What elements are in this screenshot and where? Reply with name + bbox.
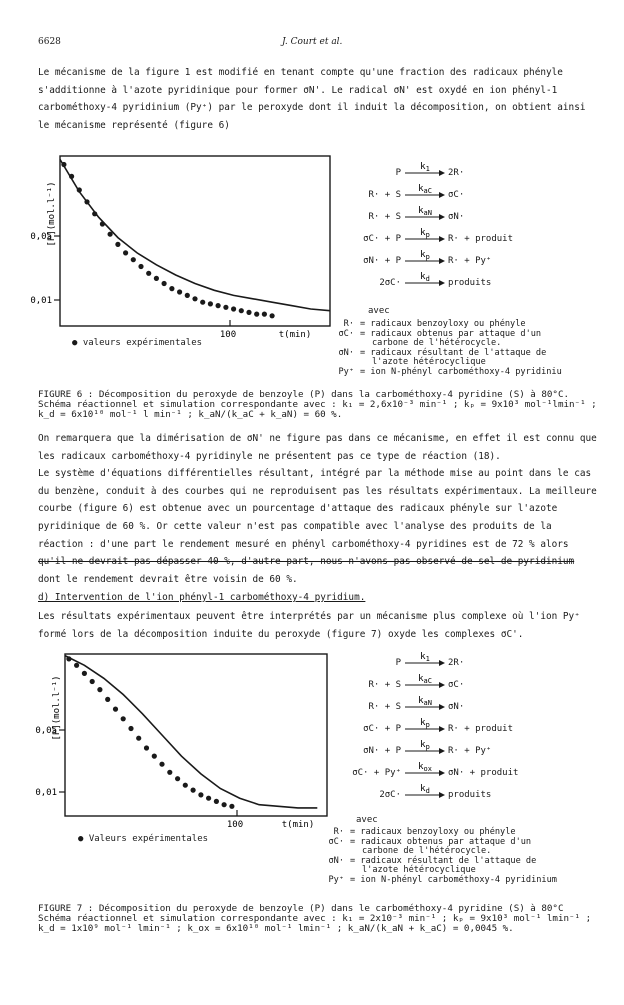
section-heading: d) Intervention de l'ion phényl-1 carbométhoxy-4 pyridium. xyxy=(38,592,366,603)
rate-constant-label: $k_{aN}$ xyxy=(418,206,432,217)
experimental-point xyxy=(105,697,110,702)
simulation-curve xyxy=(60,159,330,310)
rate-constant-label: $k_{aN}$ xyxy=(418,696,432,707)
reaction-products: R· + produit xyxy=(448,724,514,734)
experimental-point xyxy=(61,162,66,167)
experimental-point xyxy=(152,754,157,759)
text-line: Le mécanisme de la figure 1 est modifié en tenant compte qu'une fraction des radicaux phényle xyxy=(38,67,563,78)
experimental-point xyxy=(223,305,228,310)
caption-line: k_d = 6x10¹⁰ mol⁻¹ l min⁻¹ ; k_aN/(k_aC + k_aN) = 60 %. xyxy=(38,409,343,420)
definition-text: carbone de l'hétérocycle. xyxy=(372,338,502,349)
reaction-arrow xyxy=(405,738,445,758)
text-line: qu'il ne devrait pas dépasser 40 %, d'autre part, nous n'avons pas observé de sel de pyridinium xyxy=(38,556,575,568)
experimental-point xyxy=(115,242,120,247)
reaction-reactants: σN· + P xyxy=(363,746,401,756)
definition-text: = ion N-phényl carbométhoxy-4 pyridiniu xyxy=(360,366,562,377)
experimental-point xyxy=(169,286,174,291)
caption-line: FIGURE 6 : Décomposition du peroxyde de benzoyle (P) dans la carbométhoxy-4 pyridine (S) à 80°C. xyxy=(38,389,570,400)
text-line: courbe (figure 6) est obtenue avec un pourcentage d'attaque des radicaux phényle sur l'azote xyxy=(38,503,558,515)
experimental-points-group xyxy=(61,162,274,319)
experimental-point xyxy=(192,296,197,301)
text-line: formé lors de la décomposition induite du peroxyde (figure 7) oxyde les complexes σC'. xyxy=(38,628,524,640)
experimental-point xyxy=(92,211,97,216)
reaction-reactants: R· + S xyxy=(368,212,401,222)
experimental-point xyxy=(121,716,126,721)
rate-constant-label: $k_1$ xyxy=(420,162,430,173)
experimental-point xyxy=(123,250,128,255)
experimental-point xyxy=(191,788,196,793)
definition-symbol: σC· xyxy=(338,328,354,339)
reaction-arrow xyxy=(405,182,445,202)
figure-7-avec: avec xyxy=(356,815,378,825)
definition-text: = radicaux obtenus par attaque d'un xyxy=(360,328,542,339)
experimental-points-group xyxy=(66,656,234,809)
reaction-arrow xyxy=(405,226,445,246)
dot-icon: ● xyxy=(78,834,84,844)
experimental-point xyxy=(231,306,236,311)
definition-text: carbone de l'hétérocycle. xyxy=(362,846,492,857)
experimental-point xyxy=(154,276,159,281)
experimental-point xyxy=(175,776,180,781)
reaction-products: σC· xyxy=(448,680,465,690)
experimental-point xyxy=(177,289,182,294)
dot-icon: ● xyxy=(72,338,78,348)
y-tick-label: 0,01 xyxy=(30,296,52,306)
text-line: Les résultats expérimentaux peuvent être interprétés par un mécanisme plus complexe où l'ion Py⁺ xyxy=(38,611,580,622)
reaction-reactants: σN· + P xyxy=(363,256,401,266)
reaction-products: R· + Py⁺ xyxy=(448,746,492,756)
experimental-point xyxy=(167,770,172,775)
definition-text: = radicaux résultant de l'attaque de xyxy=(350,855,537,866)
reaction-products: σN· + produit xyxy=(448,768,519,778)
paragraph-2 xyxy=(38,430,598,588)
experimental-point xyxy=(262,312,267,317)
definition-symbol: σN· xyxy=(338,347,354,358)
experimental-point xyxy=(246,310,251,315)
experimental-point xyxy=(216,303,221,308)
reaction-reactants: P xyxy=(395,168,401,178)
experimental-point xyxy=(229,804,234,809)
reaction-products: σN· xyxy=(448,212,465,222)
simulation-curve xyxy=(65,656,317,808)
reaction-arrow xyxy=(405,204,445,224)
definition-row xyxy=(320,876,620,886)
reaction-reactants: σC· + P xyxy=(363,234,401,244)
definition-row xyxy=(330,368,620,378)
experimental-point xyxy=(183,783,188,788)
reaction-arrow xyxy=(405,760,445,780)
figure-7-caption xyxy=(38,904,613,934)
definition-text: = radicaux benzoyloxy ou phényle xyxy=(360,319,526,329)
y-axis-label: [P](mol.l⁻¹) xyxy=(52,675,62,741)
figure-7-legend xyxy=(78,834,208,844)
x-axis-label: t(min) xyxy=(281,820,315,830)
y-tick-label: 0,05 xyxy=(35,726,57,736)
x-tick-label: 100 xyxy=(226,820,244,830)
figure-6-scheme xyxy=(330,160,615,310)
experimental-point xyxy=(77,187,82,192)
rate-constant-label: $k_{aC}$ xyxy=(418,184,432,195)
y-tick-label: 0,01 xyxy=(35,788,57,798)
definition-symbol: σN· xyxy=(328,855,344,866)
text-line: Le système d'équations différentielles résultant, intégré par la méthode mise au point dans le cas xyxy=(38,468,592,480)
x-axis-label: t(min) xyxy=(278,330,312,340)
experimental-point xyxy=(222,802,227,807)
reaction-products: R· + produit xyxy=(448,234,514,244)
experimental-point xyxy=(84,199,89,204)
definition-symbol: Py⁺ xyxy=(328,874,344,885)
reaction-arrow xyxy=(405,782,445,802)
reaction-arrow xyxy=(405,650,445,670)
experimental-point xyxy=(113,707,118,712)
legend-label: valeurs expérimentales xyxy=(82,338,203,348)
definition-symbol: Py⁺ xyxy=(338,366,354,377)
experimental-point xyxy=(254,312,259,317)
experimental-point xyxy=(200,300,205,305)
experimental-point xyxy=(131,257,136,262)
rate-constant-label: $k_d$ xyxy=(420,272,430,283)
experimental-point xyxy=(206,796,211,801)
rate-constant-label: $k_p$ xyxy=(420,718,430,729)
text-line: du benzène, conduit à des courbes qui ne reproduisent pas les résultats expérimentaux. La meilleure xyxy=(38,485,597,497)
definition-text: = radicaux obtenus par attaque d'un xyxy=(350,836,532,847)
reaction-arrow xyxy=(405,672,445,692)
paragraph-1 xyxy=(38,64,598,134)
rate-constant-label: $k_1$ xyxy=(420,652,430,663)
running-title: J. Court et al. xyxy=(282,37,343,47)
definition-text: l'azote hétérocyclique xyxy=(372,357,486,368)
figure-7-scheme xyxy=(330,650,615,820)
reaction-products: 2R· xyxy=(448,168,465,178)
definition-text: = ion N-phényl carbométhoxy-4 pyridinium xyxy=(350,874,557,885)
caption-line: FIGURE 7 : Décomposition du peroxyde de benzoyle (P) dans le carbométhoxy-4 pyridine (S) à 80°C xyxy=(38,903,564,914)
simulation-curve-group xyxy=(65,656,317,808)
reaction-arrow xyxy=(405,270,445,290)
reaction-products: σC· xyxy=(448,190,465,200)
experimental-point xyxy=(74,663,79,668)
experimental-point xyxy=(198,792,203,797)
y-tick-label: 0,05 xyxy=(30,232,52,242)
reaction-arrow xyxy=(405,160,445,180)
y-axis-label: [P](mol.l⁻¹) xyxy=(47,181,57,247)
text-line: carbométhoxy-4 pyridinium (Py⁺) par le peroxyde dont il induit la décomposition, on obtient ainsi xyxy=(38,102,586,114)
rate-constant-label: $k_p$ xyxy=(420,740,430,751)
caption-line: k_d = 1x10⁹ mol⁻¹ lmin⁻¹ ; k_ox = 6x10¹⁰ mol⁻¹ lmin⁻¹ ; k_aN/(k_aN + k_aC) = 0,0045 %. xyxy=(38,923,514,934)
reaction-reactants: R· + S xyxy=(368,680,401,690)
text-line: réaction : d'une part le rendement mesuré en phényl carbométhoxy-4 pyridines est de 72 % alors xyxy=(38,538,569,550)
text-line: les radicaux carbométhoxy-4 pyridinyle ne présentent pas ce type de réaction (18). xyxy=(38,450,501,462)
legend-label: Valeurs expérimentales xyxy=(88,834,209,844)
experimental-point xyxy=(69,174,74,179)
figure-6-caption xyxy=(38,390,613,420)
reaction-products: produits xyxy=(448,278,492,288)
experimental-point xyxy=(128,726,133,731)
reaction-arrow xyxy=(405,248,445,268)
figure-7-definitions xyxy=(320,828,620,886)
experimental-point xyxy=(208,301,213,306)
experimental-point xyxy=(100,221,105,226)
definition-text: = radicaux benzoyloxy ou phényle xyxy=(350,827,516,837)
reaction-reactants: P xyxy=(395,658,401,668)
reaction-reactants: σC· + Py⁺ xyxy=(352,768,401,778)
reaction-reactants: R· + S xyxy=(368,702,401,712)
definition-symbol: R· xyxy=(343,319,354,329)
page-number: 6628 xyxy=(38,37,61,47)
definition-symbol: σC· xyxy=(328,836,344,847)
experimental-point xyxy=(185,293,190,298)
reaction-reactants: R· + S xyxy=(368,190,401,200)
text-line: dont le rendement devrait être voisin de 60 %. xyxy=(38,573,298,585)
text-line: On remarquera que la dimérisation de σN' ne figure pas dans ce mécanisme, en effet il est connu que xyxy=(38,433,597,444)
experimental-point xyxy=(108,232,113,237)
simulation-curve-group xyxy=(60,159,330,310)
experimental-point xyxy=(239,308,244,313)
rate-constant-label: $k_{aC}$ xyxy=(418,674,432,685)
text-line: s'additionne à l'azote pyridinique pour former σN'. Le radical σN' est oxydé en ion phényl-1 xyxy=(38,84,558,96)
reaction-arrow xyxy=(405,694,445,714)
rate-constant-label: $k_d$ xyxy=(420,784,430,795)
reaction-products: produits xyxy=(448,790,492,800)
experimental-point xyxy=(162,281,167,286)
rate-constant-label: $k_{ox}$ xyxy=(418,762,432,773)
definition-text: l'azote hétérocyclique xyxy=(362,865,476,876)
experimental-point xyxy=(82,671,87,676)
figure-7-plot xyxy=(20,648,340,836)
rate-constant-label: $k_p$ xyxy=(420,228,430,239)
caption-line: Schéma réactionnel et simulation correspondante avec : k₁ = 2x10⁻³ min⁻¹ ; kₚ = 9x10³ mol⁻¹ lmin⁻¹ ; xyxy=(38,913,592,924)
figure-6-legend xyxy=(72,338,202,348)
experimental-point xyxy=(144,745,149,750)
caption-line: Schéma réactionnel et simulation correspondante avec : k₁ = 2,6x10⁻³ min⁻¹ ; kₚ = 9x10³ mol⁻¹lmin⁻¹ ; xyxy=(38,399,597,410)
experimental-point xyxy=(90,679,95,684)
reaction-arrow xyxy=(405,716,445,736)
reaction-products: σN· xyxy=(448,702,465,712)
reaction-reactants: 2σC· xyxy=(379,278,401,288)
experimental-point xyxy=(270,313,275,318)
figure-6-plot xyxy=(20,150,340,350)
text-line: le mécanisme représenté (figure 6) xyxy=(38,119,230,131)
x-tick-label: 100 xyxy=(219,330,237,340)
reaction-reactants: σC· + P xyxy=(363,724,401,734)
figure-6-avec: avec xyxy=(368,306,390,316)
text-line: pyridinique de 60 %. Or cette valeur n'est pas compatible avec l'analyse des produits de la xyxy=(38,520,552,532)
reaction-products: R· + Py⁺ xyxy=(448,256,492,266)
rate-constant-label: $k_p$ xyxy=(420,250,430,261)
experimental-point xyxy=(138,264,143,269)
experimental-point xyxy=(66,656,71,661)
definition-text: = radicaux résultant de l'attaque de xyxy=(360,347,547,358)
figure-6-definitions xyxy=(330,320,620,378)
experimental-point xyxy=(146,271,151,276)
experimental-point xyxy=(159,762,164,767)
reaction-products: 2R· xyxy=(448,658,465,668)
experimental-point xyxy=(136,736,141,741)
paragraph-3 xyxy=(38,608,598,643)
experimental-point xyxy=(214,799,219,804)
reaction-reactants: 2σC· xyxy=(379,790,401,800)
definition-symbol: R· xyxy=(333,827,344,837)
experimental-point xyxy=(97,687,102,692)
